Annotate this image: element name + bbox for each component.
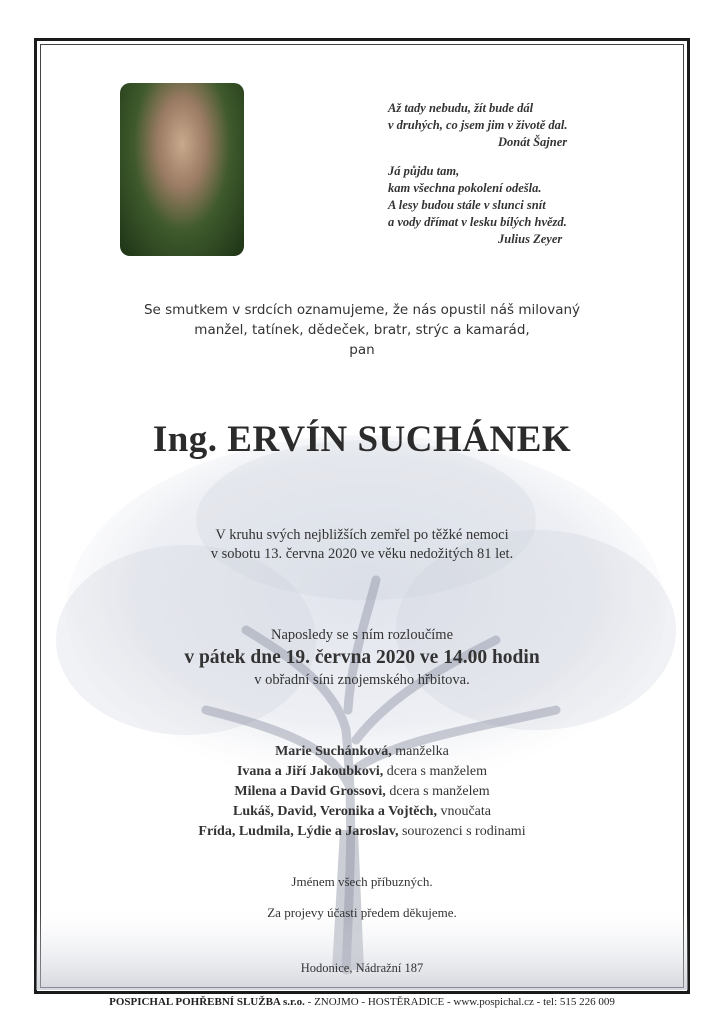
family-relation: dcera s manželem bbox=[383, 764, 488, 779]
poem-author: Donát Šajner bbox=[498, 135, 568, 149]
family-relation: sourozenci s rodinami bbox=[398, 824, 526, 839]
family-names: Milena a David Grossovi, bbox=[234, 784, 386, 799]
footer-funeral-service bbox=[0, 996, 724, 1008]
poem-author: Julius Zeyer bbox=[498, 232, 563, 246]
announcement-line: manžel, tatínek, dědeček, bratr, strýc a kamarád, bbox=[194, 322, 530, 338]
family-row bbox=[80, 762, 644, 782]
family-names: Lukáš, David, Veronika a Vojtěch, bbox=[233, 804, 437, 819]
announcement-line: pan bbox=[349, 342, 375, 358]
poem-line: A lesy budou stále v slunci snít bbox=[388, 198, 546, 212]
poem-line: a vody dřímat v lesku bílých hvězd. bbox=[388, 215, 567, 229]
tree-background-image bbox=[36, 410, 688, 990]
portrait-photo bbox=[120, 83, 244, 256]
footer-company: POSPICHAL POHŘEBNÍ SLUŽBA s.r.o. bbox=[109, 996, 305, 1008]
closing-relatives: Jménem všech příbuzných. bbox=[291, 874, 433, 889]
family-row bbox=[80, 742, 644, 762]
funeral-intro: Naposledy se s ním rozloučíme bbox=[270, 627, 453, 643]
announcement bbox=[100, 300, 624, 360]
family-row bbox=[80, 782, 644, 802]
poem-line: v druhých, co jsem jim v životě dal. bbox=[388, 118, 568, 132]
family-row bbox=[80, 822, 644, 842]
poem-quotes bbox=[388, 100, 618, 248]
family-relation: dcera s manželem bbox=[385, 784, 490, 799]
family-row bbox=[80, 802, 644, 822]
funeral-date: v pátek dne 19. června 2020 ve 14.00 hodin bbox=[184, 647, 540, 668]
funeral-info bbox=[80, 626, 644, 690]
family-names: Marie Suchánková, bbox=[275, 744, 392, 759]
closing-thanks: Za projevy účasti předem děkujeme. bbox=[267, 905, 457, 920]
family-names: Ivana a Jiří Jakoubkovi, bbox=[236, 764, 384, 779]
poem-line: kam všechna pokolení odešla. bbox=[388, 181, 542, 195]
family-names: Frída, Ludmila, Lýdie a Jaroslav, bbox=[198, 824, 399, 839]
address: Hodonice, Nádražní 187 bbox=[300, 961, 424, 975]
announcement-line: Se smutkem v srdcích oznamujeme, že nás opustil náš milovaný bbox=[143, 302, 581, 318]
poem-line: Já půjdu tam, bbox=[388, 164, 460, 178]
family-list bbox=[80, 742, 644, 842]
deceased-name: Ing. ERVÍN SUCHÁNEK bbox=[152, 419, 572, 460]
death-line: V kruhu svých nejbližších zemřel po těžké nemoci bbox=[215, 527, 509, 543]
footer-details: - ZNOJMO - HOSTĚRADICE - www.pospichal.cz - tel: 515 226 009 bbox=[304, 996, 615, 1008]
family-relation: manželka bbox=[391, 744, 449, 759]
death-line: v sobotu 13. června 2020 ve věku nedožitých 81 let. bbox=[210, 546, 514, 562]
poem-line: Až tady nebudu, žít bude dál bbox=[388, 101, 534, 115]
funeral-place: v obřadní síni znojemského hřbitova. bbox=[254, 672, 470, 688]
death-notice bbox=[100, 526, 624, 564]
family-relation: vnoučata bbox=[436, 804, 491, 819]
